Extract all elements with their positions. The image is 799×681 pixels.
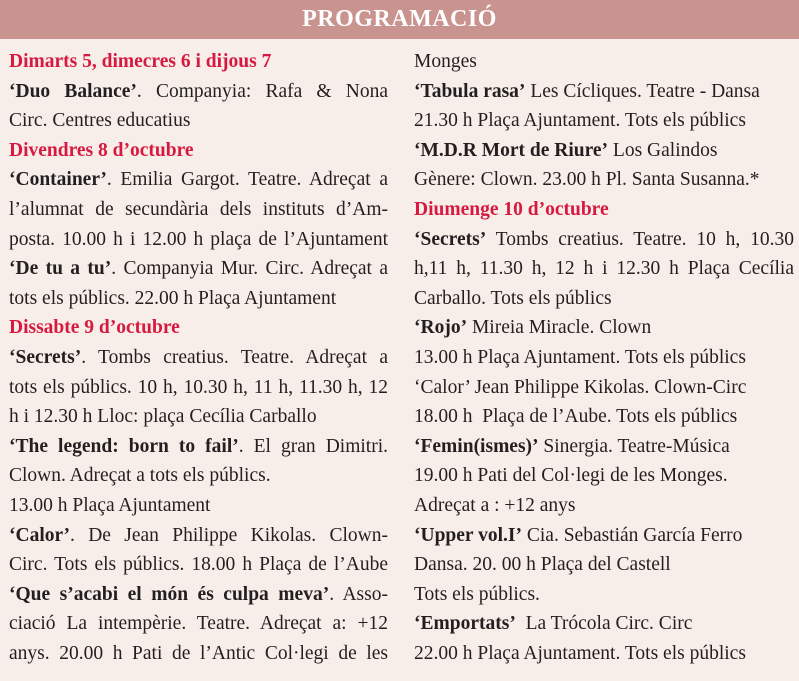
program-text: Monges [414, 51, 477, 72]
program-line [9, 165, 388, 195]
show-title: ‘Secrets’ [9, 346, 82, 368]
program-text: l’alumnat de secundària dels instituts d’Am- [9, 198, 388, 220]
show-title: ‘Upper vol.I’ [414, 524, 522, 546]
program-line [414, 136, 794, 166]
program-line [414, 165, 794, 195]
program-line [9, 373, 388, 403]
program-text: Cia. Sebastián García Ferro [521, 524, 743, 546]
right-column [414, 47, 794, 668]
programacio-header [0, 0, 799, 39]
program-text: 13.00 h Plaça Ajuntament. Tots els públics [414, 346, 746, 368]
program-text: Carballo. Tots els públics [414, 287, 612, 309]
program-line [414, 47, 794, 77]
program-line [414, 313, 794, 343]
program-text: . Companyia: Rafa & Nona [136, 80, 388, 102]
show-title: ‘Emportats’ [414, 613, 516, 635]
day-heading-text: Dissabte 9 d’octubre [9, 317, 180, 339]
program-line [414, 343, 794, 373]
program-line [414, 106, 794, 136]
program-line [9, 225, 388, 255]
program-text: 22.00 h Plaça Ajuntament. Tots els públics [414, 642, 746, 664]
program-text: . Asso- [329, 583, 388, 605]
program-text: . Tombs creatius. Teatre. Adreçat a [81, 346, 388, 368]
program-line [9, 402, 388, 432]
show-title: ‘M.D.R Mort de Riure’ [414, 139, 609, 161]
day-heading [9, 136, 388, 166]
program-text: Los Galindos [608, 139, 718, 161]
program-line [9, 550, 388, 580]
program-line [414, 373, 794, 403]
show-title: ‘The legend: born to fail’ [9, 435, 239, 457]
program-line [9, 609, 388, 639]
program-columns [0, 39, 799, 681]
show-title: ‘Container’ [9, 169, 107, 191]
show-title: ‘Duo Balance’ [9, 80, 137, 102]
program-text: Gènere: Clown. 23.00 h Pl. Santa Susanna.* [414, 169, 760, 191]
program-text: Mireia Miracle. Clown [467, 317, 652, 339]
program-text: Circ. Centres educatius [9, 110, 191, 132]
program-text: ‘Calor’ Jean Philippe Kikolas. Clown-Circ [414, 376, 747, 398]
program-line [414, 580, 794, 610]
program-text: Tombs creatius. Teatre. 10 h, 10.30 [486, 228, 794, 250]
program-text: Adreçat a : +12 anys [414, 494, 576, 516]
program-text: tots els públics. 10 h, 10.30 h, 11 h, 11.30 h, 12 [9, 376, 388, 398]
show-title: ‘De tu a tu’ [9, 258, 112, 280]
program-text: Clown. Adreçat a tots els públics. [9, 465, 271, 487]
day-heading [9, 47, 388, 77]
show-title: ‘Calor’ [9, 524, 70, 546]
day-heading [9, 313, 388, 343]
show-title: ‘Secrets’ [414, 228, 487, 250]
program-text: La Trócola Circ. Circ [515, 613, 693, 635]
program-line [414, 402, 794, 432]
show-title: ‘Rojo’ [414, 317, 468, 339]
program-line [414, 550, 794, 580]
show-title: ‘Femin(ismes)’ [414, 435, 539, 457]
program-text: anys. 20.00 h Pati de l’Antic Col·legi de les [9, 642, 388, 664]
program-line [414, 609, 794, 639]
program-line [9, 580, 388, 610]
program-line [9, 491, 388, 521]
program-line [414, 225, 794, 255]
program-text: Tots els públics. [414, 583, 540, 605]
left-column [9, 47, 388, 668]
page-title: PROGRAMACIÓ [302, 6, 497, 32]
program-line [414, 491, 794, 521]
program-line [9, 432, 388, 462]
program-line [414, 284, 794, 314]
program-text: h,11 h, 11.30 h, 12 h i 12.30 h Plaça Cecília [414, 258, 794, 280]
program-text: ciació La intempèrie. Teatre. Adreçat a: +12 [9, 613, 388, 635]
program-text: Dansa. 20. 00 h Plaça del Castell [414, 554, 671, 576]
program-line [9, 106, 388, 136]
program-line [414, 77, 794, 107]
program-text: h i 12.30 h Lloc: plaça Cecília Carballo [9, 406, 317, 428]
program-text: 21.30 h Plaça Ajuntament. Tots els públics [414, 110, 746, 132]
program-line [414, 521, 794, 551]
program-text: . Companyia Mur. Circ. Adreçat a [111, 258, 388, 280]
program-line [9, 254, 388, 284]
program-line [9, 77, 388, 107]
program-text: Circ. Tots els públics. 18.00 h Plaça de l’Aube [9, 554, 388, 576]
program-line [9, 343, 388, 373]
program-line [9, 521, 388, 551]
day-heading-text: Diumenge 10 d’octubre [414, 198, 609, 220]
program-text: 18.00 h Plaça de l’Aube. Tots els públics [414, 406, 738, 428]
program-line [9, 461, 388, 491]
show-title: ‘Que s’acabi el món és culpa meva’ [9, 583, 330, 605]
program-line [414, 461, 794, 491]
program-text: 19.00 h Pati del Col·legi de les Monges. [414, 465, 728, 487]
program-text: . Emilia Gargot. Teatre. Adreçat a [106, 169, 388, 191]
day-heading-text: Dimarts 5, dimecres 6 i dijous 7 [9, 51, 272, 72]
program-text: . De Jean Philippe Kikolas. Clown- [70, 524, 388, 546]
program-text: Sinergia. Teatre-Música [538, 435, 730, 457]
program-line [414, 432, 794, 462]
program-text: 13.00 h Plaça Ajuntament [9, 494, 211, 516]
program-line [414, 254, 794, 284]
program-line [9, 284, 388, 314]
program-text: posta. 10.00 h i 12.00 h plaça de l’Ajuntament [9, 228, 388, 250]
show-title: ‘Tabula rasa’ [414, 80, 526, 102]
program-text: tots els públics. 22.00 h Plaça Ajuntament [9, 287, 337, 309]
day-heading-text: Divendres 8 d’octubre [9, 139, 194, 161]
program-line [9, 639, 388, 669]
program-line [9, 195, 388, 225]
program-text: . El gran Dimitri. [238, 435, 388, 457]
program-text: Les Cícliques. Teatre - Dansa [525, 80, 760, 102]
program-line [414, 639, 794, 669]
day-heading [414, 195, 794, 225]
